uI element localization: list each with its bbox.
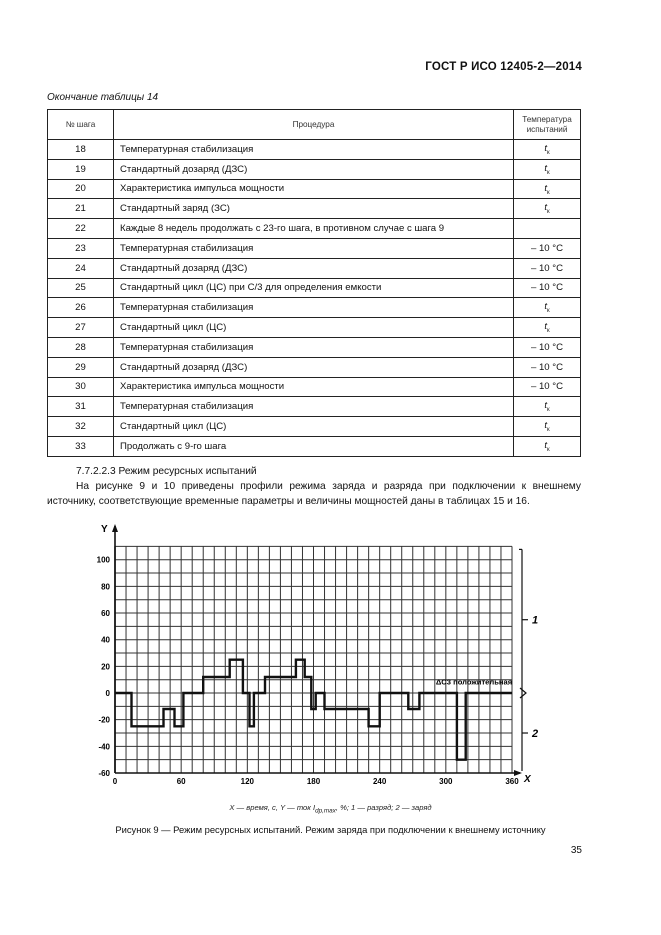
step-procedure: Стандартный дозаряд (ДЗС)	[114, 357, 514, 377]
y-tick-label: 100	[96, 555, 110, 565]
table-caption: Окончание таблицы 14	[47, 92, 159, 103]
y-tick-label: -40	[98, 742, 110, 752]
step-number: 22	[48, 219, 114, 239]
step-number: 18	[48, 140, 114, 160]
table-row	[48, 258, 581, 278]
temp-symbol: t	[544, 400, 548, 412]
profile-chart	[85, 518, 545, 796]
y-tick-label: 80	[101, 582, 110, 592]
header-temperature: Температура испытаний	[514, 110, 581, 140]
step-number: 29	[48, 357, 114, 377]
step-procedure: Стандартный цикл (ЦС)	[114, 417, 514, 437]
table-row	[48, 318, 581, 338]
temp-subscript: к	[547, 209, 550, 216]
step-procedure: Характеристика импульса мощности	[114, 377, 514, 397]
temp-subscript: к	[547, 189, 550, 196]
table-row	[48, 337, 581, 357]
x-tick-label: 60	[176, 777, 186, 786]
step-temperature: – 10 °С	[514, 238, 581, 258]
legend-text: X — время, с, Y — ток I	[229, 803, 316, 812]
step-temperature: – 10 °С	[514, 337, 581, 357]
legend-subscript: dp,max	[315, 807, 336, 815]
temp-subscript: к	[547, 407, 550, 414]
step-number: 25	[48, 278, 114, 298]
step-procedure: Температурная стабилизация	[114, 337, 514, 357]
temp-symbol: t	[544, 162, 548, 174]
page-number: 35	[570, 845, 582, 856]
temp-subscript: к	[547, 149, 550, 156]
figure-caption: Рисунок 9 — Режим ресурсных испытаний. Режим заряда при подключении к внешнему источнику	[115, 824, 546, 835]
y-tick-label: 20	[101, 662, 110, 672]
step-temperature	[514, 140, 581, 160]
step-temperature	[514, 436, 581, 456]
table-row	[48, 278, 581, 298]
y-tick-label: 60	[101, 609, 110, 619]
step-procedure: Стандартный цикл (ЦС) при С/3 для определения емкости	[114, 278, 514, 298]
step-procedure: Стандартный дозаряд (ДЗС)	[114, 258, 514, 278]
table-row	[48, 357, 581, 377]
temp-subscript: к	[547, 308, 550, 315]
step-procedure: Характеристика импульса мощности	[114, 179, 514, 199]
steps-table	[47, 109, 581, 457]
step-number: 20	[48, 179, 114, 199]
table-row	[48, 140, 581, 160]
y-tick-label: -20	[98, 715, 110, 725]
table-row	[48, 159, 581, 179]
annotation-delta-c3: ΔС3 положительная	[435, 677, 513, 687]
table-row	[48, 179, 581, 199]
legend-text-rest: , %; 1 — разряд; 2 — заряд	[335, 803, 432, 812]
step-procedure: Температурная стабилизация	[114, 298, 514, 318]
step-procedure: Температурная стабилизация	[114, 140, 514, 160]
step-number: 26	[48, 298, 114, 318]
section-title: 7.7.2.2.3 Режим ресурсных испытаний	[76, 466, 257, 477]
x-tick-label: 300	[439, 777, 453, 786]
step-temperature	[514, 179, 581, 199]
step-number: 21	[48, 199, 114, 219]
temp-subscript: к	[547, 446, 550, 453]
temp-symbol: t	[544, 202, 548, 214]
y-tick-label: 0	[105, 689, 110, 699]
step-number: 31	[48, 397, 114, 417]
step-temperature	[514, 417, 581, 437]
region-label-1: 1	[532, 614, 539, 627]
step-number: 33	[48, 436, 114, 456]
chart-legend	[0, 803, 661, 815]
step-number: 23	[48, 238, 114, 258]
step-number: 19	[48, 159, 114, 179]
chart-grid	[112, 524, 522, 776]
document-code: ГОСТ Р ИСО 12405-2—2014	[425, 61, 582, 73]
y-axis-label: Y	[101, 524, 108, 535]
step-temperature	[514, 318, 581, 338]
temp-subscript: к	[547, 169, 550, 176]
temp-symbol: t	[544, 142, 548, 154]
y-axis-arrow	[112, 524, 118, 532]
step-procedure: Стандартный цикл (ЦС)	[114, 318, 514, 338]
x-axis-label: X	[524, 774, 531, 785]
table-row	[48, 436, 581, 456]
step-temperature	[514, 159, 581, 179]
table-row	[48, 397, 581, 417]
step-procedure: Температурная стабилизация	[114, 397, 514, 417]
temp-subscript: к	[547, 328, 550, 335]
step-number: 27	[48, 318, 114, 338]
header-step: № шага	[48, 110, 114, 140]
region-label-2: 2	[532, 728, 539, 741]
section-paragraph	[47, 479, 581, 509]
step-temperature	[514, 397, 581, 417]
table-row	[48, 298, 581, 318]
y-tick-label: 40	[101, 635, 110, 645]
step-procedure: Продолжать с 9-го шага	[114, 436, 514, 456]
table-row	[48, 199, 581, 219]
bracket-marker-zero	[520, 688, 526, 698]
step-temperature: – 10 °С	[514, 258, 581, 278]
table-row	[48, 377, 581, 397]
step-temperature	[514, 199, 581, 219]
temp-symbol: t	[544, 439, 548, 451]
step-temperature	[514, 298, 581, 318]
x-axis-arrow	[514, 770, 522, 776]
step-procedure: Стандартный заряд (ЗС)	[114, 199, 514, 219]
table-row	[48, 238, 581, 258]
temp-symbol: t	[544, 420, 548, 432]
table-header-row	[48, 110, 581, 140]
step-procedure: Температурная стабилизация	[114, 238, 514, 258]
step-number: 24	[48, 258, 114, 278]
temp-symbol: t	[544, 182, 548, 194]
step-temperature: – 10 °С	[514, 278, 581, 298]
chart-annotations	[436, 549, 538, 771]
step-procedure: Каждые 8 недель продолжать с 23-го шага, в противном случае с шага 9	[114, 219, 514, 239]
step-temperature: – 10 °С	[514, 377, 581, 397]
paragraph-text: На рисунке 9 и 10 приведены профили режима заряда и разряда при подключении к внешнему источнику, соответствующие временные параметры и величины мощностей даны в таблицах 15 и 16.	[47, 481, 581, 507]
header-procedure: Процедура	[114, 110, 514, 140]
step-procedure: Стандартный дозаряд (ДЗС)	[114, 159, 514, 179]
step-number: 32	[48, 417, 114, 437]
x-tick-label: 360	[505, 777, 519, 786]
step-temperature	[514, 219, 581, 239]
temp-symbol: t	[544, 301, 548, 313]
table-row	[48, 417, 581, 437]
table-row	[48, 219, 581, 239]
temp-subscript: к	[547, 427, 550, 433]
x-tick-label: 0	[112, 777, 118, 786]
step-temperature: – 10 °С	[514, 357, 581, 377]
temp-symbol: t	[544, 321, 548, 333]
y-tick-label: -60	[98, 769, 110, 778]
x-tick-label: 240	[372, 777, 387, 786]
x-tick-label: 120	[240, 777, 255, 786]
step-number: 28	[48, 337, 114, 357]
step-number: 30	[48, 377, 114, 397]
x-tick-label: 180	[306, 777, 321, 786]
